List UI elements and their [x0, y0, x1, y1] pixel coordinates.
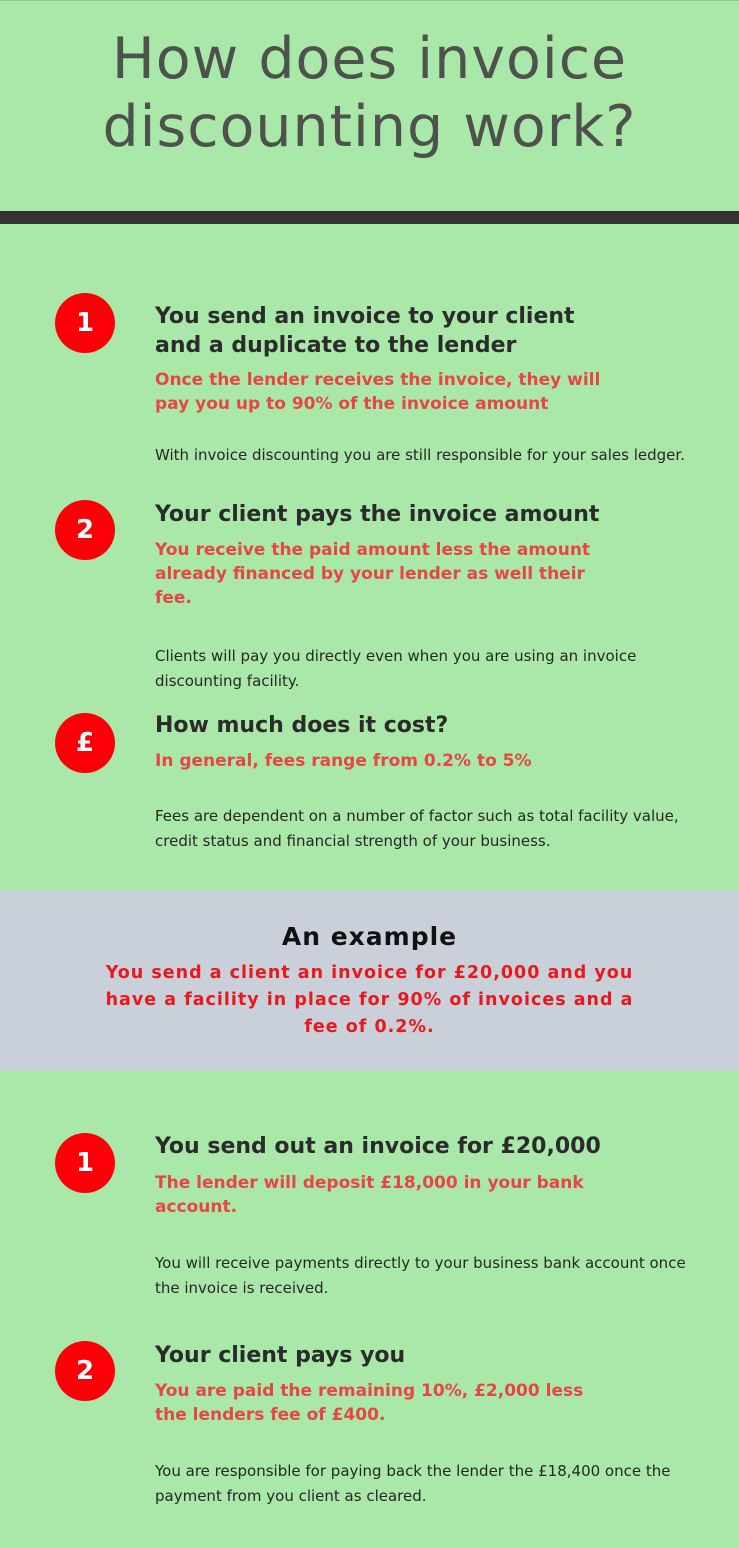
example-step-1-badge: 1: [55, 1133, 115, 1193]
step-3-badge: £: [55, 713, 115, 773]
example-title: An example: [281, 922, 458, 951]
step-1-title: You send an invoice to your client and a duplicate to the lender: [155, 304, 575, 358]
step-2-subtitle: You receive the paid amount less the amount already financed by your lender as well their fee.: [155, 540, 591, 608]
step-3-title: How much does it cost?: [155, 713, 449, 738]
title-line-1: How does invoice: [111, 26, 628, 92]
header-divider: [0, 211, 739, 224]
step-2-body: Clients will pay you directly even when you are using an invoice discounting facility.: [155, 647, 637, 690]
example-step-2-badge: 2: [55, 1341, 115, 1401]
example-text: You send a client an invoice for £20,000 and you have a facility in place for 90% of invoices and a fee of 0.2%.: [105, 963, 634, 1037]
title-line-2: discounting work?: [102, 94, 637, 160]
header: [0, 0, 739, 211]
example-step-1-title: You send out an invoice for £20,000: [155, 1134, 601, 1159]
example-step-2-title: Your client pays you: [155, 1343, 406, 1368]
step-3-body: Fees are dependent on a number of factor such as total facility value, credit status and financial strength of your business.: [155, 807, 679, 850]
page-title: [0, 25, 739, 161]
step-3-subtitle: In general, fees range from 0.2% to 5%: [155, 751, 532, 771]
example-step-1-subtitle: The lender will deposit £18,000 in your bank account.: [155, 1173, 584, 1217]
step-2-title: Your client pays the invoice amount: [155, 502, 600, 527]
example-step-2-body: You are responsible for paying back the lender the £18,400 once the payment from you client as cleared.: [155, 1462, 671, 1505]
step-2-badge: 2: [55, 500, 115, 560]
step-1-badge: 1: [55, 293, 115, 353]
step-1-body: With invoice discounting you are still responsible for your sales ledger.: [155, 446, 685, 464]
example-step-2-subtitle: You are paid the remaining 10%, £2,000 less the lenders fee of £400.: [155, 1381, 584, 1425]
step-1-subtitle: Once the lender receives the invoice, they will pay you up to 90% of the invoice amount: [155, 370, 601, 414]
example-step-1-body: You will receive payments directly to your business bank account once the invoice is received.: [155, 1254, 686, 1297]
